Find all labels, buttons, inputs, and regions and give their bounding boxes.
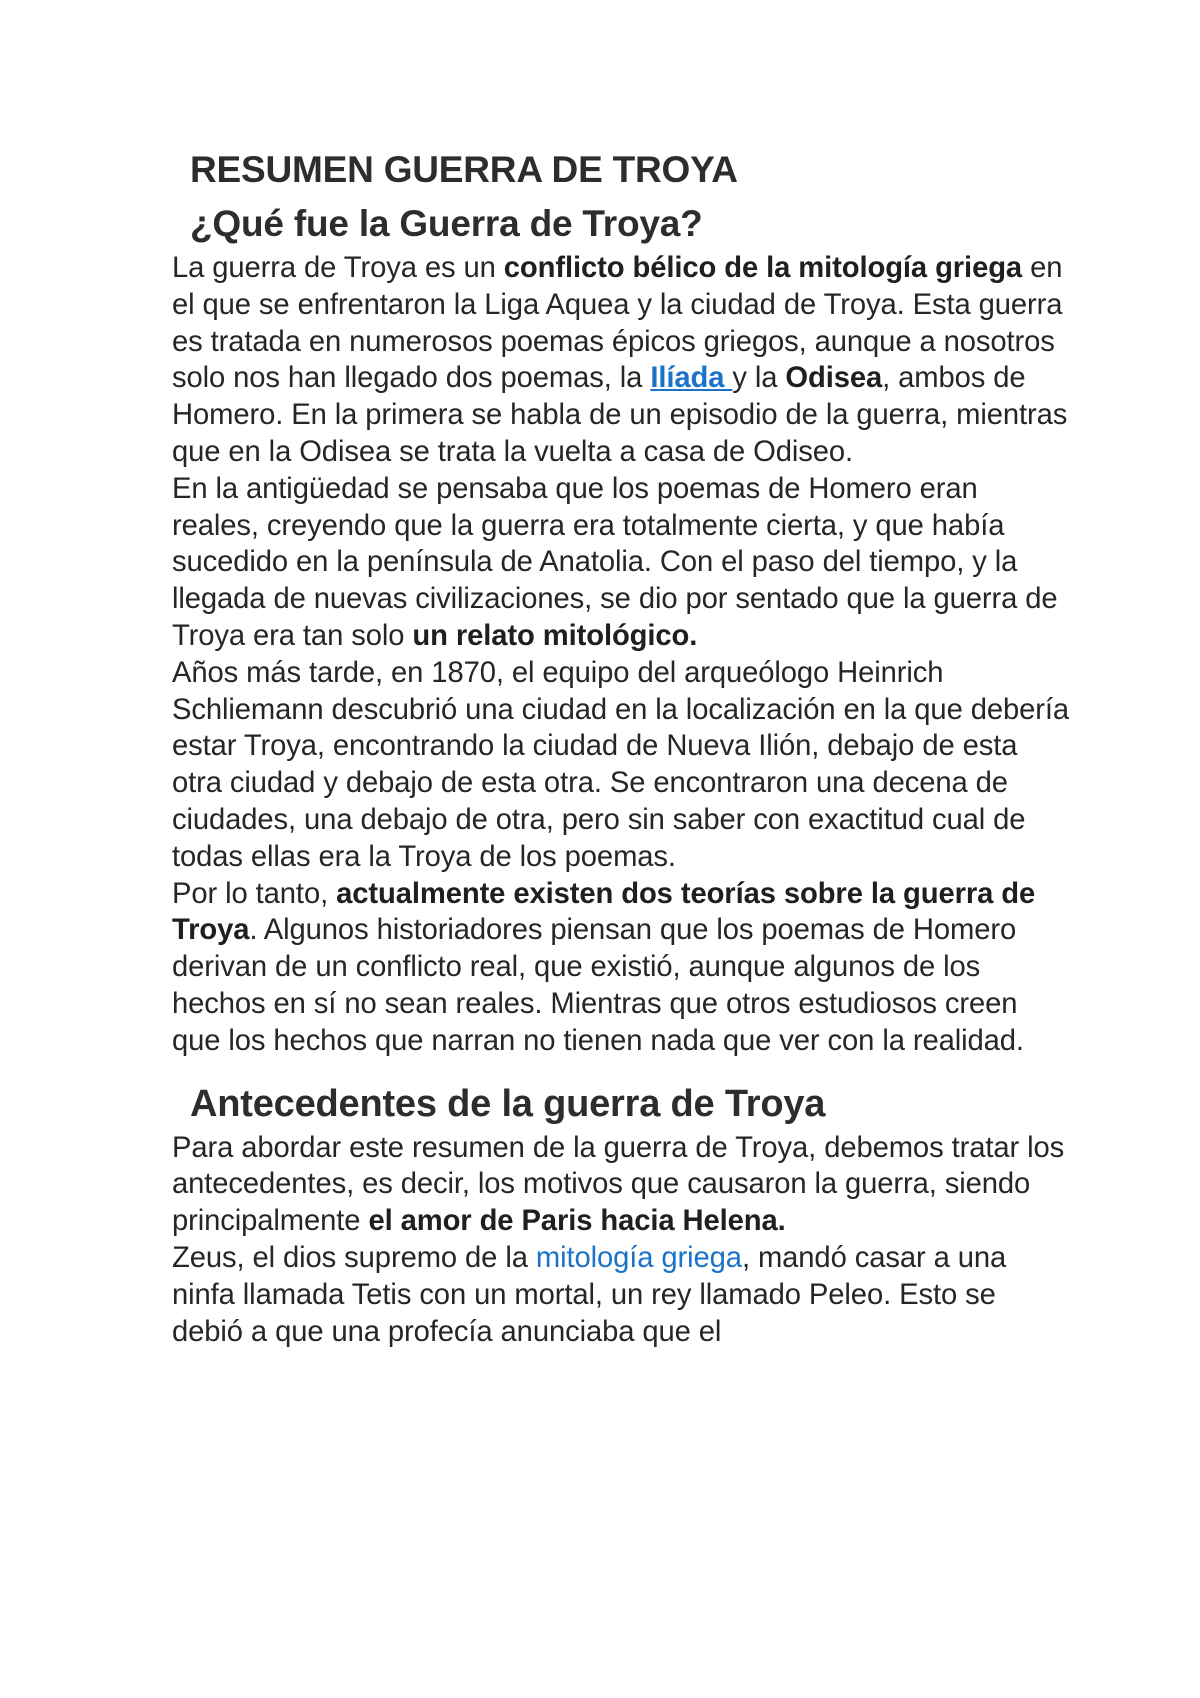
bold-run: un relato mitológico. [412, 619, 698, 652]
bold-run: conflicto bélico de la mitología griega [503, 252, 1023, 284]
bold-run: actualmente existen dos teorías sobre la guerra de Troya [172, 877, 1036, 947]
text-run: , ambos de Homero. En la primera se habla de un episodio de la guerra, mientras que en la Odisea se trata la vuelta a casa de Odiseo. [172, 362, 1068, 468]
bold-run: Odisea [785, 362, 883, 395]
text-run: , mandó casar a una ninfa llamada Tetis con un mortal, un rey llamado Peleo. Esto se debió a que una profecía anunciaba que el [172, 1241, 1007, 1348]
paragraph-antiguedad [172, 471, 1072, 655]
text-run: Años más tarde, en 1870, el equipo del arqueólogo Heinrich Schliemann descubrió una ciudad en la localización en la que debería estar Troya, encontrando la ciudad de Nueva Ilión, debajo de esta otra ciudad y debajo de esta otra. Se encontraron una decena de ciudades, una debajo de otra, pero sin saber con exactitud cual de todas ellas era la Troya de los poemas. [172, 656, 1070, 873]
text-run: Por lo tanto, [172, 877, 337, 910]
text-run: en el que se enfrentaron la Liga Aquea y la ciudad de Troya. Esta guerra es tratada en numerosos poemas épicos griegos, aunque a nosotros solo nos han llegado dos poemas, la [172, 252, 1063, 395]
document-body [172, 148, 1072, 1350]
document-subtitle: ¿Qué fue la Guerra de Troya? [190, 203, 703, 244]
paragraph-zeus [172, 1240, 1072, 1350]
text-run: y la [732, 362, 786, 395]
paragraph-schliemann [172, 655, 1072, 876]
paragraph-antecedentes [172, 1130, 1072, 1240]
text-run: La guerra de Troya es un [172, 252, 504, 284]
paragraph-intro [172, 250, 1072, 471]
text-run: En la antigüedad se pensaba que los poemas de Homero eran reales, creyendo que la guerra era totalmente cierta, y que había sucedido en la península de Anatolia. Con el paso del tiempo, y la llegada de nuevas civilizaciones, se dio por sentado que la guerra de Troya era tan solo [172, 472, 1058, 652]
link-iliada[interactable]: Ilíada [650, 362, 733, 395]
link-mitologia-griega[interactable]: mitología griega [535, 1241, 742, 1274]
bold-run: el amor de Paris hacia Helena. [368, 1205, 786, 1238]
text-run: . Algunos historiadores piensan que los poemas de Homero derivan de un conflicto real, que existió, aunque algunos de los hechos en sí no sean reales. Mientras que otros estudiosos creen que los hechos que narran no tienen nada que ver con la realidad. [172, 914, 1024, 1057]
text-run: Zeus, el dios supremo de la [172, 1241, 536, 1274]
paragraph-teorias [172, 876, 1072, 1060]
document-title: RESUMEN GUERRA DE TROYA [190, 149, 738, 190]
text-run: Para abordar este resumen de la guerra de Troya, debemos tratar los antecedentes, es decir, los motivos que causaron la guerra, siendo principalmente [172, 1131, 1065, 1238]
section-heading-antecedentes: Antecedentes de la guerra de Troya [190, 1082, 826, 1125]
